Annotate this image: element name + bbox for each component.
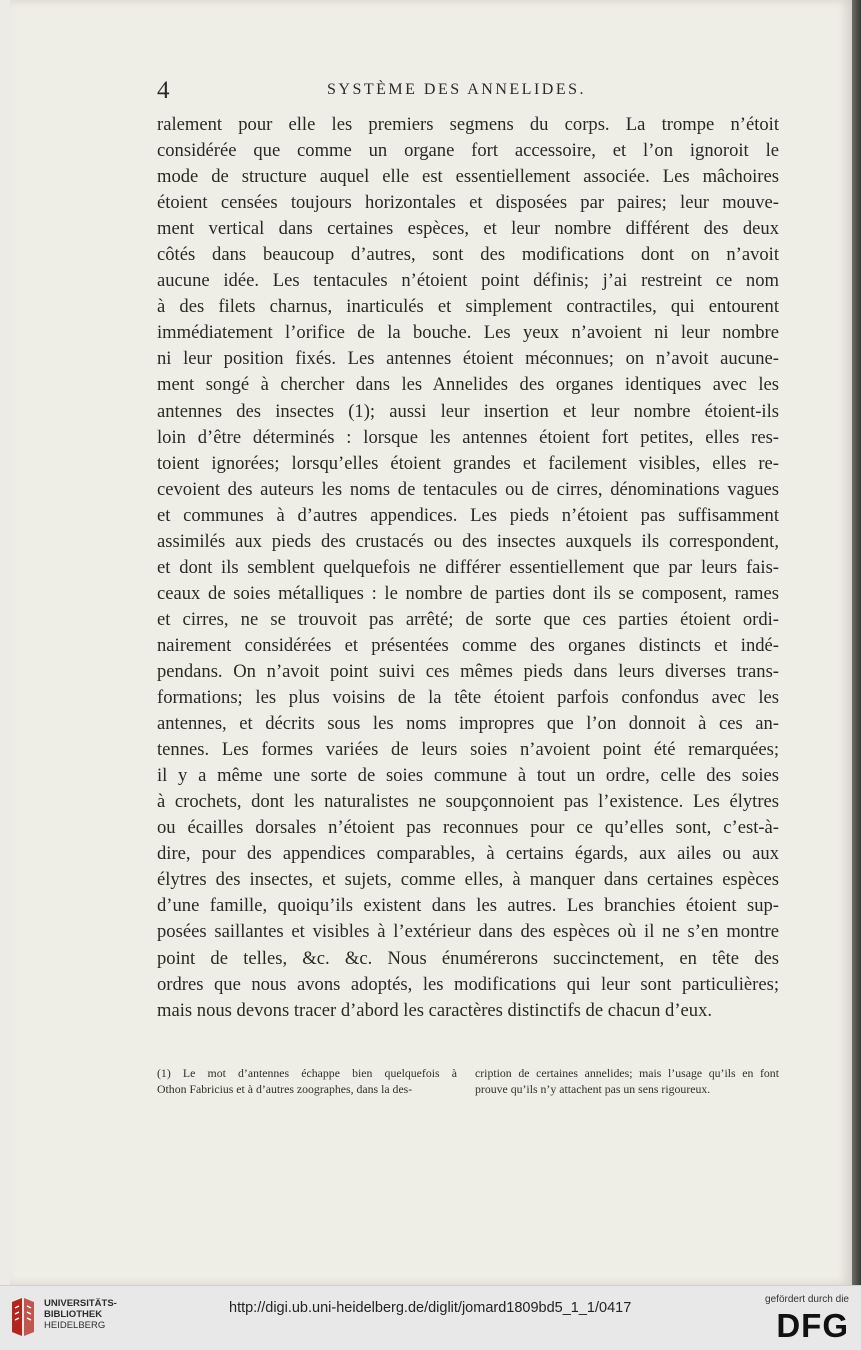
footnote-line: Othon Fabricius et à d’autres zoographes, dans la des- [157,1082,413,1096]
text-line: ment songé à chercher dans les Annelides des organes identiques avec les [157,374,779,396]
viewer-footer [0,1285,861,1350]
text-line: et dont ils semblent quelquefois ne différer essentiellement que par leurs fais- [157,556,779,578]
permalink-url[interactable]: http://digi.ub.uni-heidelberg.de/diglit/jomard1809bd5_1_1/0417 [229,1300,632,1316]
text-line: ou écailles dorsales n’étoient pas reconnues pour ce qu’elles sont, c’est-à- [157,817,779,839]
text-line: il y a même une sorte de soies commune à tout un ordre, celle des soies [157,765,779,787]
university-logo-icon[interactable] [8,1296,38,1338]
running-title: SYSTÈME DES ANNELIDES. [327,81,587,98]
library-name-line: HEIDELBERG [44,1320,106,1331]
text-line: mais nous devons tracer d’abord les caractères distinctifs de chacun d’eux. [157,999,713,1021]
text-line: dire, pour des appendices comparables, à certains égards, aux ailes ou aux [157,843,779,865]
text-line: pendans. On n’avoit point suivi ces mêmes pieds dans leurs diverses trans- [157,660,779,682]
text-line: cevoient des auteurs les noms de tentacules ou de cirres, dénominations vagues [157,478,779,500]
text-line: ralement pour elle les premiers segmens du corps. La trompe n’étoit [157,114,779,135]
text-line: immédiatement l’orifice de la bouche. Les yeux n’avoient ni leur nombre [157,322,779,344]
text-line: considérée que comme un organe fort accessoire, et l’on ignoroit le [157,140,779,162]
text-line: nairement considérées et présentées comme des organes distincts et indé- [157,634,779,656]
text-line: mode de structure auquel elle est essentiellement associée. Les mâchoires [157,166,779,188]
text-line: à crochets, dont les naturalistes ne soupçonnoient pas l’existence. Les élytres [157,791,779,813]
footnote-left-column [157,1065,457,1097]
text-line: loin d’être déterminés : lorsque les antennes étoient fort petites, elles res- [157,426,779,448]
text-line: à des filets charnus, inarticulés et simplement contractiles, qui entourent [157,296,779,318]
footnote-line: prouve qu’ils n’y attachent pas un sens rigoureux. [475,1082,711,1096]
library-name-line: BIBLIOTHEK [44,1309,103,1320]
library-name-line: UNIVERSITÄTS- [44,1298,117,1309]
text-line: tennes. Les formes variées de leurs soies n’avoient point été remarquées; [157,739,779,761]
footnote-line: (1) Le mot d’antennes échappe bien quelquefois à [157,1066,457,1080]
text-line: ment vertical dans certaines espèces, et leur nombre différent des deux [157,218,779,240]
footnote-right-column [475,1065,779,1097]
text-line: assimilés aux pieds des crustacés ou des insectes auxquels ils correspondent, [157,530,779,552]
text-line: et cirres, ne se trouvoit pas arrêté; de sorte que ces parties étoient ordi- [157,608,779,630]
text-line: ni leur position fixés. Les antennes étoient méconnues; on n’avoit aucune- [157,348,779,370]
text-line: point de telles, &c. &c. Nous énumérerons succinctement, en tête des [157,947,779,969]
funder-label: gefördert durch die [765,1294,849,1305]
library-name[interactable] [44,1298,117,1331]
text-line: d’une famille, quoiqu’ils existent dans les autres. Les branchies étoient sup- [157,895,779,917]
funder[interactable] [765,1294,849,1345]
text-line: et communes à d’autres appendices. Les pieds n’étoient pas suffisamment [157,504,779,526]
text-line: côtés dans beaucoup d’autres, sont des modifications dont on n’avoit [157,244,779,266]
footnote-line: cription de certaines annelides; mais l’usage qu’ils en font [475,1066,779,1080]
page-number: 4 [157,77,170,104]
text-line: étoient censées toujours horizontales et disposées par paires; leur mouve- [157,192,779,214]
text-line: aucune idée. Les tentacules n’étoient point définis; j’ai restreint ce nom [157,270,779,292]
text-line: antennes des insectes (1); aussi leur insertion et leur nombre étoient-ils [157,400,779,422]
text-line: ordres que nous avons adoptés, les modifications qui leur sont particulières; [157,973,779,995]
text-line: toient ignorées; lorsqu’elles étoient grandes et facilement visibles, elles re- [157,452,779,474]
text-line: formations; les plus voisins de la tête étoient parfois confondus avec les [157,687,779,709]
footnote [157,1065,779,1105]
text-line: posées saillantes et visibles à l’extérieur dans des espèces où il ne s’en montre [157,921,779,943]
dfg-logo: DFG [776,1307,849,1344]
text-line: élytres des insectes, et sujets, comme elles, à manquer dans certaines espèces [157,869,779,891]
text-line: ceaux de soies métalliques : le nombre de parties dont ils se composent, rames [157,582,779,604]
page-edge [852,0,861,1285]
page-header [157,77,777,105]
text-line: antennes, et décrits sous les noms impropres que l’on donnoit à ces an- [157,713,779,735]
main-text [157,112,779,1024]
